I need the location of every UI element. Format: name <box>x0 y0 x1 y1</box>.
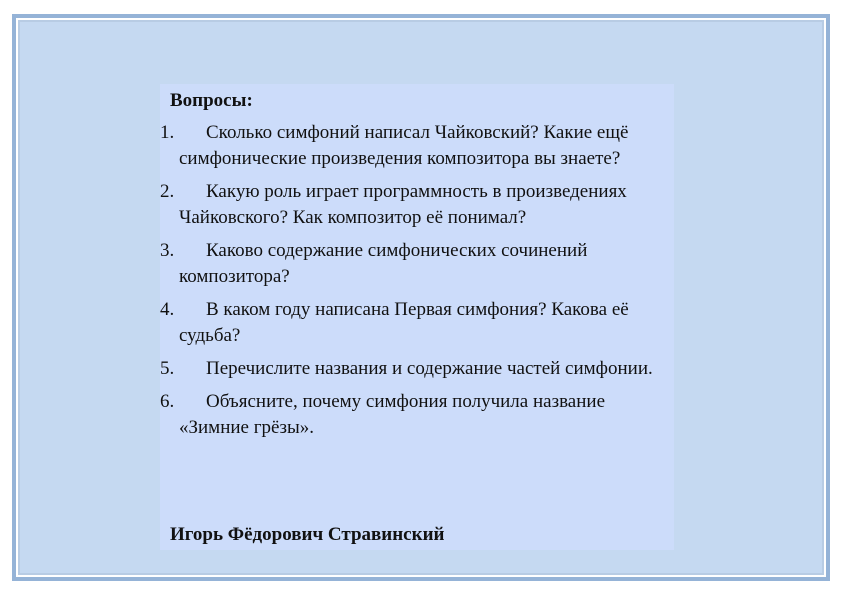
question-number: 6. <box>160 391 175 412</box>
question-item <box>160 356 670 382</box>
questions-list <box>160 120 670 448</box>
question-number: 2. <box>160 181 175 202</box>
question-text: Какую роль играет программность в произведениях Чайковского? Как композитор её понимал? <box>179 181 627 228</box>
questions-panel <box>160 84 674 550</box>
composer-name: Игорь Фёдорович Стравинский <box>170 524 445 545</box>
question-text: Каково содержание симфонических сочинений композитора? <box>179 240 588 287</box>
question-text: Объясните, почему симфония получила название «Зимние грёзы». <box>179 391 605 438</box>
question-item <box>160 297 670 349</box>
question-number: 5. <box>160 358 175 379</box>
question-number: 1. <box>160 122 175 143</box>
question-text: Перечислите названия и содержание частей симфонии. <box>206 358 653 379</box>
question-number: 3. <box>160 240 175 261</box>
questions-heading: Вопросы: <box>170 90 253 111</box>
question-item <box>160 238 670 290</box>
question-item <box>160 179 670 231</box>
question-item <box>160 120 670 172</box>
question-item <box>160 389 670 441</box>
question-number: 4. <box>160 299 175 320</box>
question-text: В каком году написана Первая симфония? Какова её судьба? <box>179 299 629 346</box>
question-text: Сколько симфоний написал Чайковский? Какие ещё симфонические произведения композитора вы знаете? <box>179 122 629 169</box>
